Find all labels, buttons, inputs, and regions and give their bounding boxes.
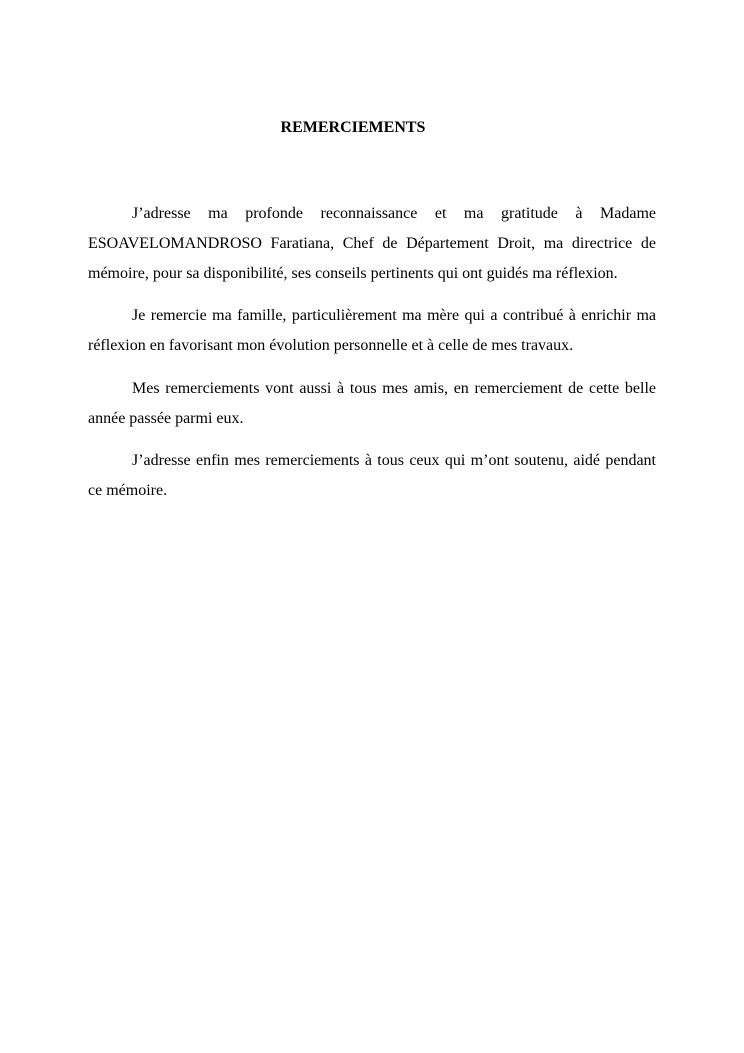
paragraph-supporters: J’adresse enfin mes remerciements à tous ceux qui m’ont soutenu, aidé pendant ce mémoire. xyxy=(88,452,656,499)
paragraph-thesis-director: J’adresse ma profonde reconnaissance et ma gratitude à Madame ESOAVELOMANDROSO Faratiana, Chef de Département Droit, ma directrice de mémoire, pour sa disponibilité, ses conseils pertinents qui ont guidés ma réflexion. xyxy=(88,205,656,282)
acknowledgements-body xyxy=(88,199,656,518)
paragraph-friends: Mes remerciements vont aussi à tous mes amis, en remerciement de cette belle année passée parmi eux. xyxy=(88,380,656,427)
paragraph-family: Je remercie ma famille, particulièrement ma mère qui a contribué à enrichir ma réflexion en favorisant mon évolution personnelle et à celle de mes travaux. xyxy=(88,307,656,354)
page-title: REMERCIEMENTS xyxy=(280,119,426,136)
